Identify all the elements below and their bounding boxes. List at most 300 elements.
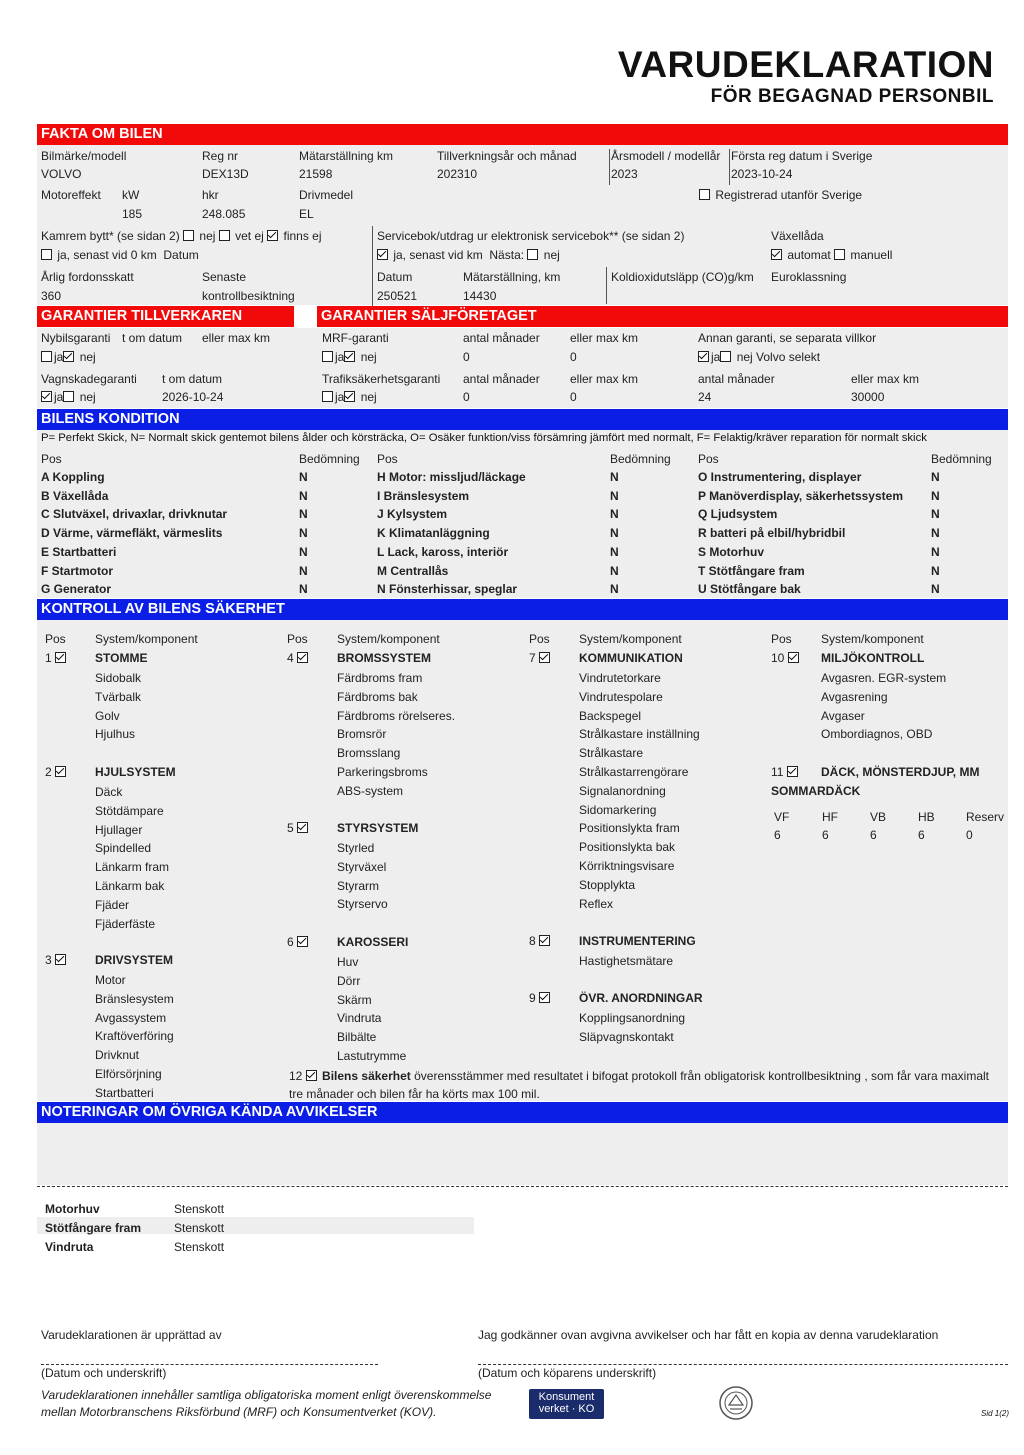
kondition-legend: P= Perfekt Skick, N= Normalt skick gentemot bilens ålder och körsträcka, O= Osäker funktion/viss försämring jämfört med normalt, F= Felaktig/kräver reparation för normalt skick bbox=[41, 432, 927, 444]
kondition-item-value: N bbox=[931, 563, 940, 578]
sakerhet-item: Golv bbox=[95, 708, 120, 723]
sakerhet-item: Reflex bbox=[579, 896, 614, 911]
annan-label: Annan garanti, se separata villkor bbox=[698, 331, 877, 345]
sakerhet-item: Avgasrening bbox=[821, 689, 888, 704]
kondition-item-value: N bbox=[610, 507, 619, 522]
sakerhet-item: Sidobalk bbox=[95, 671, 142, 685]
kondition-item-value: N bbox=[299, 507, 308, 522]
group-number-text: 8 bbox=[529, 934, 536, 948]
noteringar-header: NOTERINGAR OM ÖVRIGA KÄNDA AVVIKELSER bbox=[37, 1102, 1008, 1123]
kondition-item-name: T Stötfångare fram bbox=[698, 563, 805, 578]
vagnskada-datum: 2026-10-24 bbox=[162, 390, 224, 404]
kondition-item-value: N bbox=[299, 488, 308, 503]
sakerhet-group-title: MILJÖKONTROLL bbox=[821, 651, 925, 665]
sakerhet-pos-label: Pos bbox=[771, 632, 792, 646]
kondition-item-name: U Stötfångare bak bbox=[698, 582, 801, 597]
disclaimer-2: mellan Motorbranschens Riksförbund (MRF) och Konsumentverket (KOV). bbox=[41, 1405, 437, 1419]
kondition-item-value: N bbox=[610, 544, 619, 559]
ja-label: ja bbox=[54, 390, 64, 404]
kb-km-label: Mätarställning, km bbox=[463, 270, 561, 284]
kondition-item-name: R batteri på elbil/hybridbil bbox=[698, 526, 846, 541]
matarstallning-value: 21598 bbox=[299, 167, 333, 181]
kondition-pos-label: Pos bbox=[377, 452, 398, 466]
annan-field[interactable] bbox=[698, 350, 820, 364]
sakerhet-item: Hjullager bbox=[95, 822, 143, 837]
senaste-label: Senaste bbox=[202, 270, 247, 284]
note-part: Stötfångare fram bbox=[45, 1221, 142, 1235]
sakerhet-item: ABS-system bbox=[337, 783, 404, 798]
mrf-seal-icon bbox=[717, 1385, 755, 1421]
sakerhet-item: Kopplingsanordning bbox=[579, 1011, 686, 1025]
annan-man-value: 24 bbox=[698, 390, 712, 404]
annan-val: nej Volvo selekt bbox=[736, 350, 821, 364]
sakerhet-item: Drivknut bbox=[95, 1048, 140, 1063]
kontrollbesiktning-label: kontrollbesiktning bbox=[202, 289, 295, 303]
noteringar-background bbox=[37, 1123, 1008, 1185]
page-title: VARUDEKLARATION bbox=[617, 44, 994, 85]
sakerhet-system-label: System/komponent bbox=[821, 632, 924, 646]
tire-label: HB bbox=[918, 810, 935, 824]
upprattad-label: Varudeklarationen är upprättad av bbox=[41, 1328, 222, 1342]
sakerhet-item: Spindelled bbox=[95, 841, 152, 856]
sakerhet-group-title: STYRSYSTEM bbox=[337, 821, 419, 835]
tire-label: Reserv bbox=[966, 810, 1005, 824]
sakerhet-item: Tvärbalk bbox=[95, 689, 142, 704]
fakta-header: FAKTA OM BILEN bbox=[37, 124, 1008, 145]
note-text: Stenskott bbox=[174, 1202, 225, 1216]
sakerhet-group-number bbox=[287, 821, 310, 835]
trafik-field[interactable] bbox=[322, 390, 377, 404]
nej-label: nej bbox=[360, 390, 377, 404]
sakerhet-item: Vindrutespolare bbox=[579, 689, 663, 704]
sakerhet-item: Avgassystem bbox=[95, 1010, 167, 1025]
page-subtitle: FÖR BEGAGNAD PERSONBIL bbox=[710, 86, 994, 107]
nybil-tom-label: t om datum bbox=[122, 331, 183, 345]
g12-bold: Bilens säkerhet bbox=[322, 1069, 411, 1083]
kamrem-label: Kamrem bytt* (se sidan 2) bbox=[41, 229, 180, 243]
group-number-text: 10 bbox=[771, 651, 785, 665]
manuell-label: manuell bbox=[850, 248, 893, 262]
mrf-km-value: 0 bbox=[570, 350, 577, 364]
sakerhet-item: Huv bbox=[337, 955, 359, 969]
sakerhet-group-number bbox=[45, 953, 68, 967]
sakerhet-item: Släpvagnskontakt bbox=[579, 1029, 674, 1044]
kondition-bedomning-label: Bedömning bbox=[299, 452, 360, 466]
nej-label: nej bbox=[79, 390, 96, 404]
kondition-item-value: N bbox=[610, 526, 619, 541]
sakerhet-item: Färdbroms rörelseres. bbox=[337, 708, 456, 723]
note-text: Stenskott bbox=[174, 1240, 225, 1254]
sakerhet-item: Strålkastare bbox=[579, 746, 644, 761]
sakerhet-item: Sidomarkering bbox=[579, 802, 657, 817]
hkr-value: 248.085 bbox=[202, 207, 246, 221]
checkbox-checked-icon[interactable] bbox=[55, 766, 66, 777]
kondition-item-name: S Motorhuv bbox=[698, 544, 764, 559]
automat-label: automat bbox=[787, 248, 831, 262]
sakerhet-group-number bbox=[287, 651, 310, 665]
group-number-text: 3 bbox=[45, 953, 52, 967]
checkbox-icon[interactable] bbox=[527, 249, 538, 260]
mrf-field[interactable] bbox=[322, 350, 377, 364]
checkbox-icon[interactable] bbox=[834, 249, 845, 260]
sakerhet-item: Parkeringsbroms bbox=[337, 765, 428, 779]
sakerhet-item: Kraftöverföring bbox=[95, 1029, 174, 1044]
tire-depth-value: 6 bbox=[870, 828, 877, 842]
g12-text2: tre månader och bilen får ha körts max 100 mil. bbox=[289, 1087, 540, 1101]
kondition-item-value: N bbox=[299, 563, 308, 578]
kondition-item-name: F Startmotor bbox=[41, 563, 113, 578]
sommardack-label: SOMMARDÄCK bbox=[771, 784, 861, 798]
tillverkning-value: 202310 bbox=[437, 167, 478, 181]
kondition-bedomning-label: Bedömning bbox=[931, 452, 992, 466]
kondition-item-name: I Bränslesystem bbox=[377, 488, 470, 503]
sakerhet-item: Dörr bbox=[337, 973, 361, 988]
checkbox-checked-icon[interactable] bbox=[63, 351, 74, 362]
checkbox-icon[interactable] bbox=[322, 351, 333, 362]
checkbox-checked-icon[interactable] bbox=[377, 249, 388, 260]
kondition-item-value: N bbox=[931, 507, 940, 522]
vaxellada-label: Växellåda bbox=[771, 229, 824, 243]
sakerhet-item: Styrservo bbox=[337, 897, 388, 912]
kondition-item-value: N bbox=[931, 470, 940, 484]
reg-utanfor-field[interactable] bbox=[699, 188, 862, 202]
sakerhet-item: Strålkastarrengörare bbox=[579, 765, 689, 779]
tire-depth-value: 6 bbox=[774, 828, 781, 842]
sakerhet-item: Hjulhus bbox=[95, 727, 136, 742]
sakerhet-item: Signalanordning bbox=[579, 783, 666, 798]
sakerhet-item: Körriktningsvisare bbox=[579, 859, 675, 873]
sakerhet-group-title: KOMMUNIKATION bbox=[579, 651, 683, 665]
kondition-item-name: B Växellåda bbox=[41, 488, 109, 503]
g12-number: 12 bbox=[289, 1069, 303, 1083]
tire-depth-value: 6 bbox=[822, 828, 829, 842]
kondition-pos-label: Pos bbox=[698, 452, 719, 466]
disclaimer-1: Varudeklarationen innehåller samtliga obligatoriska moment enligt överenskommelse bbox=[41, 1388, 492, 1402]
sakerhet-item: Bromsrör bbox=[337, 727, 387, 742]
checkbox-icon[interactable] bbox=[699, 189, 710, 200]
nasta-label: Nästa: bbox=[489, 248, 525, 262]
checkbox-checked-icon[interactable] bbox=[55, 954, 66, 965]
sakerhet-group-number bbox=[529, 651, 552, 665]
kondition-item-name: L Lack, kaross, interiör bbox=[377, 544, 509, 559]
kondition-item-name: P Manöverdisplay, säkerhetssystem bbox=[698, 488, 903, 503]
sakerhet-item: Fjäderfäste bbox=[95, 916, 156, 931]
divider bbox=[37, 1186, 1008, 1187]
group-number-text: 5 bbox=[287, 821, 294, 835]
sakerhet-pos-label: Pos bbox=[45, 632, 66, 646]
signature-line[interactable] bbox=[41, 1364, 378, 1365]
kondition-item-name: J Kylsystem bbox=[377, 507, 448, 522]
drivmedel-value: EL bbox=[299, 207, 314, 221]
signature-line[interactable] bbox=[478, 1364, 1008, 1365]
sakerhet-item: Ombordiagnos, OBD bbox=[821, 727, 933, 742]
checkbox-checked-icon[interactable] bbox=[698, 351, 709, 362]
group-number-text: 6 bbox=[287, 935, 294, 949]
annan-man-label: antal månader bbox=[698, 372, 775, 386]
ja-label: ja bbox=[335, 350, 345, 364]
sakerhet-item: Stopplykta bbox=[579, 877, 636, 892]
kondition-item-value: N bbox=[610, 563, 619, 578]
arsmodell-label: Årsmodell / modellår bbox=[609, 149, 720, 185]
checkbox-checked-icon[interactable] bbox=[771, 249, 782, 260]
regnr-label: Reg nr bbox=[202, 149, 239, 163]
servicebok-label: Servicebok/utdrag ur elektronisk servicebok** (se sidan 2) bbox=[377, 229, 685, 243]
annan-km-value: 30000 bbox=[851, 390, 885, 404]
checkbox-checked-icon[interactable] bbox=[297, 936, 308, 947]
sakerhet-item: Strålkastare inställning bbox=[579, 727, 700, 742]
kamrem-nej-label: nej bbox=[199, 229, 216, 243]
mrf-man-value: 0 bbox=[463, 350, 470, 364]
sakerhet-item: Färdbroms fram bbox=[337, 671, 423, 685]
sakerhet-item: Vindruta bbox=[337, 1011, 382, 1026]
tire-depth-value: 6 bbox=[918, 828, 925, 842]
checkbox-icon[interactable] bbox=[63, 391, 74, 402]
konsumentverket-logo bbox=[529, 1389, 604, 1419]
sakerhet-group-number bbox=[45, 651, 68, 665]
nej-label: nej bbox=[79, 350, 96, 364]
annan-km-label: eller max km bbox=[851, 372, 920, 386]
vagnskada-label: Vagnskadegaranti bbox=[41, 372, 137, 386]
sakerhet-item: Positionslykta fram bbox=[579, 821, 680, 836]
reg-utanfor-label: Registrerad utanför Sverige bbox=[715, 188, 863, 202]
sakerhet-group-title: DÄCK, MÖNSTERDJUP, MM bbox=[821, 765, 980, 779]
sakerhet-item: Bränslesystem bbox=[95, 991, 174, 1006]
ja-label: ja bbox=[711, 350, 721, 364]
sakerhet-group-number bbox=[771, 651, 801, 665]
page-number: Sid 1(2) bbox=[981, 1409, 1010, 1418]
checkbox-icon[interactable] bbox=[219, 230, 230, 241]
group-number-text: 2 bbox=[45, 765, 52, 779]
kondition-item-value: N bbox=[610, 582, 619, 597]
note-text: Stenskott bbox=[174, 1221, 225, 1235]
godkanner-label: Jag godkänner ovan avgivna avvikelser och har fått en kopia av denna varudeklaration bbox=[478, 1328, 939, 1342]
sakerhet-item: Backspegel bbox=[579, 708, 642, 723]
garantier-tillv-header: GARANTIER TILLVERKAREN bbox=[37, 306, 294, 327]
mrf-km-label: eller max km bbox=[570, 331, 639, 345]
nybil-field[interactable] bbox=[41, 350, 96, 364]
kondition-bedomning-label: Bedömning bbox=[610, 452, 671, 466]
tire-label: HF bbox=[822, 810, 838, 824]
checkbox-icon[interactable] bbox=[322, 391, 333, 402]
kondition-item-name: M Centrallås bbox=[377, 563, 449, 578]
note-part: Motorhuv bbox=[45, 1202, 100, 1216]
trafik-man-label: antal månader bbox=[463, 372, 540, 386]
kamrem-datum-label: Datum bbox=[163, 248, 199, 262]
kondition-item-value: N bbox=[931, 526, 940, 541]
g12-text1: överensstämmer med resultatet i bifogat protokoll från obligatorisk kontrollbesiktning , som får vara maximalt bbox=[410, 1069, 990, 1083]
servicebok-field[interactable] bbox=[377, 248, 560, 262]
sakerhet-item: Styrväxel bbox=[337, 859, 387, 874]
tire-label: VB bbox=[870, 810, 887, 824]
sakerhet-system-label: System/komponent bbox=[95, 632, 198, 646]
mrf-man-label: antal månader bbox=[463, 331, 540, 345]
sakerhet-item: Vindrutetorkare bbox=[579, 671, 661, 685]
vagnskada-field[interactable] bbox=[41, 390, 96, 404]
sakerhet-item: Startbatteri bbox=[95, 1085, 154, 1100]
trafik-man-value: 0 bbox=[463, 390, 470, 404]
kondition-item-name: C Slutväxel, drivaxlar, drivknutar bbox=[41, 507, 228, 522]
kw-value: 185 bbox=[122, 207, 143, 221]
sakerhet-item: Skärm bbox=[337, 992, 372, 1007]
sakerhet-group-title: KAROSSERI bbox=[337, 935, 409, 949]
checkbox-icon[interactable] bbox=[720, 351, 731, 362]
bilmarke-value: VOLVO bbox=[41, 167, 82, 181]
kondition-item-value: N bbox=[299, 582, 308, 597]
kamrem-ja-field[interactable] bbox=[41, 248, 199, 262]
kamrem-field[interactable] bbox=[41, 229, 322, 243]
kb-datum-label: Datum bbox=[377, 270, 413, 284]
sakerhet-group-title: INSTRUMENTERING bbox=[579, 934, 696, 948]
checkbox-checked-icon[interactable] bbox=[297, 652, 308, 663]
kamrem-ja-label: ja, senast vid 0 km bbox=[57, 248, 157, 262]
kondition-item-name: O Instrumentering, displayer bbox=[698, 470, 862, 484]
sakerhet-item: Styrarm bbox=[337, 878, 379, 893]
trafik-km-value: 0 bbox=[570, 390, 577, 404]
kondition-item-value: N bbox=[931, 544, 940, 559]
checkbox-checked-icon[interactable] bbox=[344, 391, 355, 402]
checkbox-checked-icon[interactable] bbox=[267, 230, 278, 241]
sakerhet-item: Bromsslang bbox=[337, 746, 401, 761]
kamrem-vet-ej-label: vet ej bbox=[235, 229, 264, 243]
sakerhet-item: Bilbälte bbox=[337, 1030, 377, 1045]
checkbox-checked-icon[interactable] bbox=[306, 1070, 317, 1081]
kondition-item-value: N bbox=[299, 470, 308, 484]
kondition-item-name: N Fönsterhissar, speglar bbox=[377, 582, 518, 597]
garantier-salj-header: GARANTIER SÄLJFÖRETAGET bbox=[317, 306, 1008, 327]
sig1-label: (Datum och underskrift) bbox=[41, 1366, 167, 1380]
skatt-value: 360 bbox=[41, 289, 62, 303]
kondition-item-name: E Startbatteri bbox=[41, 544, 117, 559]
note-part: Vindruta bbox=[45, 1240, 94, 1254]
regnr-value: DEX13D bbox=[202, 167, 249, 181]
sakerhet-group-title: STOMME bbox=[95, 651, 148, 665]
kondition-item-name: D Värme, värmefläkt, värmeslits bbox=[41, 526, 223, 541]
divider bbox=[372, 226, 373, 306]
kondition-item-value: N bbox=[610, 488, 619, 503]
kondition-item-value: N bbox=[931, 488, 940, 503]
sakerhet-group-number bbox=[287, 935, 310, 949]
checkbox-checked-icon[interactable] bbox=[539, 992, 550, 1003]
kondition-item-name: K Klimatanläggning bbox=[377, 526, 490, 541]
sakerhet-system-label: System/komponent bbox=[337, 632, 440, 646]
checkbox-checked-icon[interactable] bbox=[788, 652, 799, 663]
nej-label: nej bbox=[360, 350, 377, 364]
sakerhet-pos-label: Pos bbox=[287, 632, 308, 646]
trafik-label: Trafiksäkerhetsgaranti bbox=[322, 372, 441, 386]
mrf-label: MRF-garanti bbox=[322, 331, 389, 345]
sakerhet-pos-label: Pos bbox=[529, 632, 550, 646]
matarstallning-label: Mätarställning km bbox=[299, 149, 394, 163]
kondition-item-name: Q Ljudsystem bbox=[698, 507, 778, 522]
nybil-km-label: eller max km bbox=[202, 331, 271, 345]
sakerhet-item: Motor bbox=[95, 973, 126, 987]
kondition-header: BILENS KONDITION bbox=[37, 409, 1008, 430]
sakerhet-group-number bbox=[529, 934, 552, 948]
co2-label: Koldioxidutsläpp (CO)g/km bbox=[606, 267, 754, 304]
ja-label: ja bbox=[54, 350, 64, 364]
sakerhet-group-title: HJULSYSTEM bbox=[95, 765, 176, 779]
kb-km-value: 14430 bbox=[463, 289, 497, 303]
checkbox-checked-icon[interactable] bbox=[344, 351, 355, 362]
checkbox-checked-icon[interactable] bbox=[297, 822, 308, 833]
vagnskada-tom-label: t om datum bbox=[162, 372, 223, 386]
checkbox-checked-icon[interactable] bbox=[41, 391, 52, 402]
kondition-item-value: N bbox=[299, 544, 308, 559]
nybil-label: Nybilsgaranti bbox=[41, 331, 111, 345]
bilmarke-label: Bilmärke/modell bbox=[41, 149, 127, 163]
servicebok-nej-label: nej bbox=[543, 248, 560, 262]
sakerhet-system-label: System/komponent bbox=[579, 632, 682, 646]
checkbox-icon[interactable] bbox=[41, 249, 52, 260]
hkr-label: hkr bbox=[202, 188, 219, 202]
checkbox-checked-icon[interactable] bbox=[539, 652, 550, 663]
sakerhet-item: Elförsörjning bbox=[95, 1067, 162, 1081]
sakerhet-group-title: DRIVSYSTEM bbox=[95, 953, 174, 967]
servicebok-ja-label: ja, senast vid km bbox=[393, 248, 483, 262]
group-number-text: 11 bbox=[771, 765, 784, 779]
checkbox-checked-icon[interactable] bbox=[787, 766, 798, 777]
logo-line2: verket · KO bbox=[538, 1403, 595, 1415]
motoreffekt-label: Motoreffekt bbox=[41, 188, 101, 202]
arsmodell-value: 2023 bbox=[611, 167, 638, 181]
group-number-text: 4 bbox=[287, 651, 294, 665]
tire-label: VF bbox=[774, 810, 790, 824]
g12-field[interactable] bbox=[289, 1069, 989, 1083]
checkbox-icon[interactable] bbox=[41, 351, 52, 362]
group-number-text: 1 bbox=[45, 651, 52, 665]
kondition-item-name: G Generator bbox=[41, 582, 112, 597]
kw-label: kW bbox=[122, 188, 140, 202]
sakerhet-item: Avgasren. EGR-system bbox=[821, 671, 947, 685]
sakerhet-item: Länkarm fram bbox=[95, 860, 170, 875]
sakerhet-item: Länkarm bak bbox=[95, 879, 165, 893]
forsta-reg-label: Första reg datum i Sverige bbox=[729, 149, 872, 185]
kamrem-finns-ej-label: finns ej bbox=[283, 229, 322, 243]
sakerhet-item: Positionslykta bak bbox=[579, 840, 676, 855]
checkbox-checked-icon[interactable] bbox=[539, 935, 550, 946]
kondition-item-value: N bbox=[931, 582, 940, 597]
ja-label: ja bbox=[335, 390, 345, 404]
forsta-reg-value: 2023-10-24 bbox=[731, 167, 793, 181]
sakerhet-item: Hastighetsmätare bbox=[579, 954, 674, 968]
sakerhet-item: Färdbroms bak bbox=[337, 689, 418, 704]
logo-line1: Konsument bbox=[538, 1391, 595, 1403]
kondition-item-value: N bbox=[610, 470, 619, 484]
sig2-label: (Datum och köparens underskrift) bbox=[478, 1366, 657, 1380]
sakerhet-group-number bbox=[529, 991, 552, 1005]
sakerhet-item: Avgaser bbox=[821, 708, 865, 723]
sakerhet-item: Stötdämpare bbox=[95, 803, 164, 818]
sakerhet-item: Styrled bbox=[337, 841, 375, 855]
sakerhet-item: Däck bbox=[95, 785, 123, 799]
sakerhet-group-title: BROMSSYSTEM bbox=[337, 651, 432, 665]
group-number-text: 9 bbox=[529, 991, 536, 1005]
tillverkning-label: Tillverkningsår och månad bbox=[437, 149, 577, 163]
kondition-item-value: N bbox=[299, 526, 308, 541]
sakerhet-item: Lastutrymme bbox=[337, 1049, 407, 1063]
kondition-pos-label: Pos bbox=[41, 452, 62, 466]
trafik-km-label: eller max km bbox=[570, 372, 639, 386]
sakerhet-group-number bbox=[45, 765, 68, 779]
euro-label: Euroklassning bbox=[771, 270, 847, 284]
drivmedel-label: Drivmedel bbox=[299, 188, 354, 202]
kondition-item-name: A Koppling bbox=[41, 470, 105, 484]
skatt-label: Årlig fordonsskatt bbox=[41, 270, 134, 284]
sakerhet-item: Fjäder bbox=[95, 897, 130, 912]
checkbox-icon[interactable] bbox=[183, 230, 194, 241]
checkbox-checked-icon[interactable] bbox=[55, 652, 66, 663]
vaxellada-field[interactable] bbox=[771, 248, 892, 262]
